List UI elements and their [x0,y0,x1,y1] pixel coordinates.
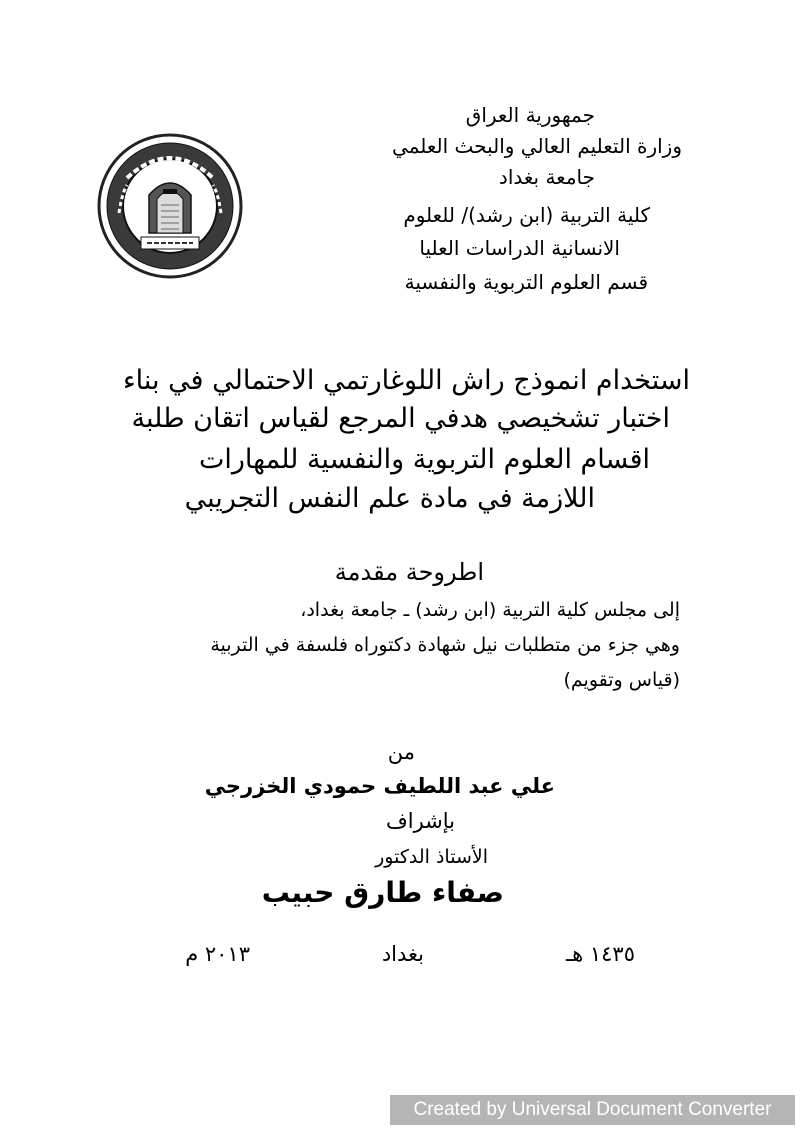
thesis-title-line-4: اللازمة في مادة علم النفس التجريبي [184,483,595,514]
submission-line-3: (قياس وتقويم) [563,669,680,691]
thesis-title-line-3: اقسام العلوم التربوية والنفسية للمهارات [198,444,650,475]
header-university: جامعة بغداد [498,165,595,189]
supervisor-name: صفاء طارق حبيب [261,876,504,909]
header-department: قسم العلوم التربوية والنفسية [404,270,648,294]
header-ministry: وزارة التعليم العالي والبحث العلمي [392,134,682,158]
supervision-label: بإشراف [385,809,455,833]
author-name: علي عبد اللطيف حمودي الخزرجي [204,774,555,798]
converter-watermark: Created by Universal Document Converter [390,1095,795,1125]
header-college: كلية التربية (ابن رشد)/ للعلوم [403,203,650,227]
thesis-title-line-2: اختبار تشخيصي هدفي المرجع لقياس اتقان طلبة [131,403,670,434]
submission-heading: اطروحة مقدمة [334,558,484,586]
submission-line-2: وهي جزء من متطلبات نيل شهادة دكتوراه فلسفة في التربية [210,634,680,656]
header-country: جمهورية العراق [465,103,595,127]
date-gregorian: ٢٠١٣ م [185,942,250,966]
submission-line-1: إلى مجلس كلية التربية (ابن رشد) ـ جامعة بغداد، [300,599,680,621]
supervisor-title: الأستاذ الدكتور [375,846,488,868]
thesis-title-line-1: استخدام انموذج راش اللوغارتمي الاحتمالي في بناء [122,365,690,396]
date-hijri: ١٤٣٥ هـ [565,942,635,966]
date-city: بغداد [381,942,424,966]
header-graduate-studies: الانسانية الدراسات العليا [419,236,620,260]
author-from-label: من [387,740,415,764]
university-seal [97,133,243,279]
university-of-baghdad-seal-icon [97,133,243,279]
